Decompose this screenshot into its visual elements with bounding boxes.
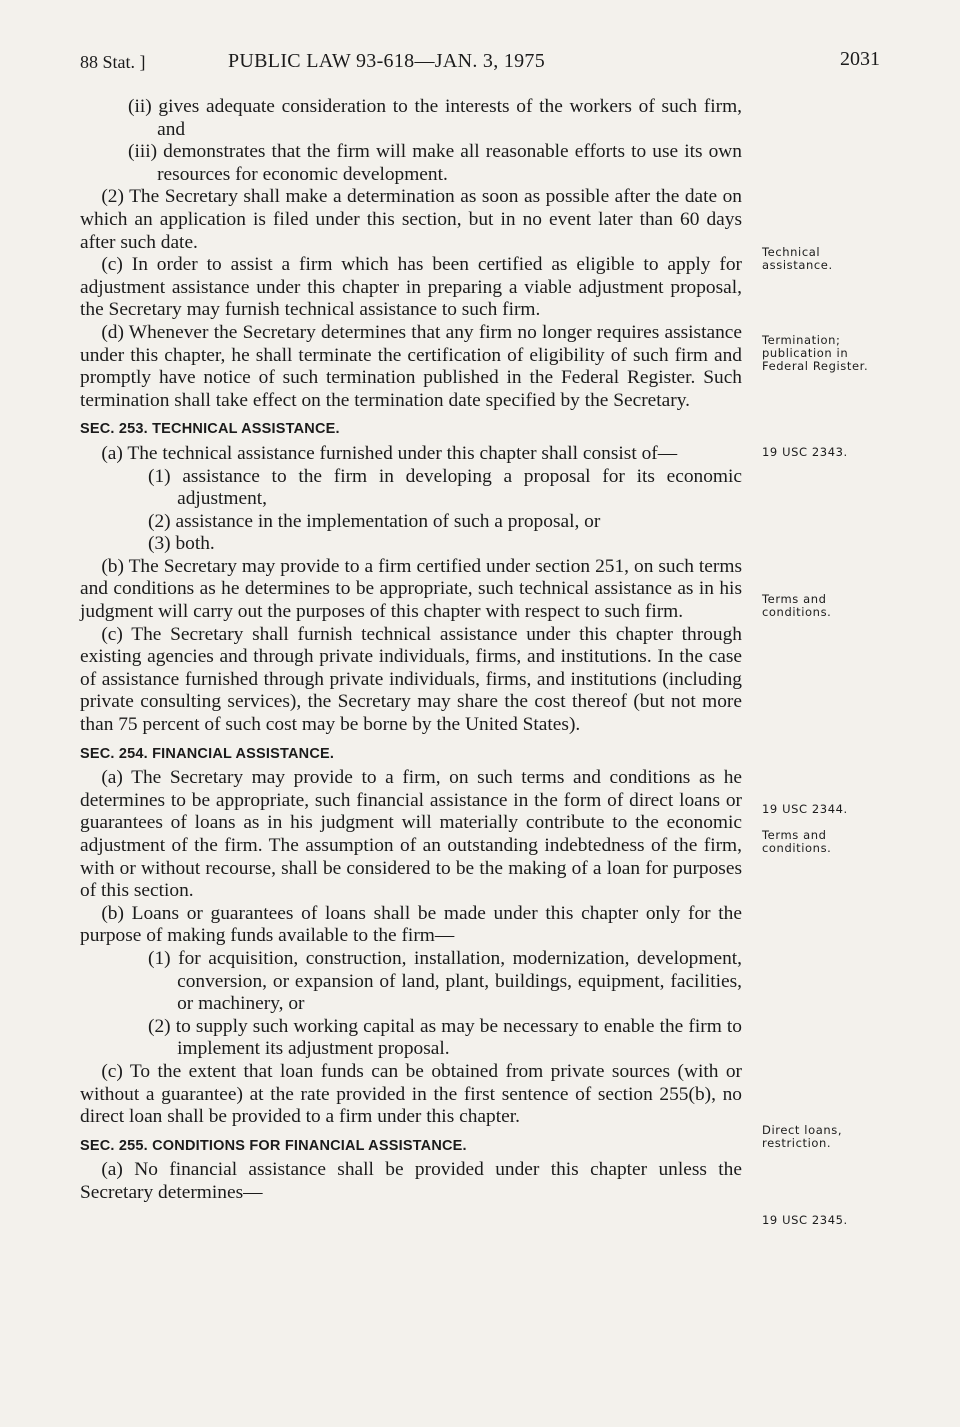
margin-note-usc-2344: 19 USC 2344. (762, 802, 848, 816)
sec253-subsection-c: (c) The Secretary shall furnish technical assistance under this chapter through existing agencies and through private individuals, firms, and institutions. In the case of assistance furnished through private individuals, firms, and institutions (including private consulting services), the Secretary may share the cost thereof (but not more than 75 percent of such cost may be borne by the United States). (80, 623, 742, 736)
sec253-subsection-b: (b) The Secretary may provide to a firm certified under section 251, on such terms and conditions as he determines to be appropriate, such technical assistance as in his judgment will carry out the purposes of this chapter with respect to such firm. (80, 555, 742, 623)
margin-note-termination: Termination; publication in Federal Register. (762, 333, 869, 373)
sec253-item-1: (1) assistance to the firm in developing a proposal for its economic adjustment, (148, 465, 742, 510)
sec254-subsection-c: (c) To the extent that loan funds can be obtained from private sources (with or without a guarantee) at the rate provided in the first sentence of section 255(b), no direct loan shall be provided to a firm under this chapter. (80, 1060, 742, 1128)
sec254-item-2: (2) to supply such working capital as may be necessary to enable the firm to implement its adjustment proposal. (148, 1015, 742, 1060)
statute-reference: 88 Stat. ] (80, 52, 146, 72)
margin-note-usc-2343: 19 USC 2343. (762, 445, 848, 459)
page-header (80, 48, 880, 78)
section-heading-253: SEC. 253. TECHNICAL ASSISTANCE. (80, 421, 340, 438)
margin-note-direct-loans: Direct loans, restriction. (762, 1123, 843, 1150)
sec254-subsection-a: (a) The Secretary may provide to a firm, on such terms and conditions as he determines to be appropriate, such financial assistance in the form of direct loans or guarantees of loans as in his judgment will materially contribute to the economic adjustment of the firm. The assumption of an outstanding indebtedness of the firm, with or without recourse, shall be considered to be the making of a loan for purposes of this section. (80, 767, 742, 902)
sec253-item-2: (2) assistance in the implementation of such a proposal, or (148, 510, 601, 532)
margin-note-usc-2345: 19 USC 2345. (762, 1213, 848, 1227)
sec253-subsection-a: (a) The technical assistance furnished under this chapter shall consist of— (101, 442, 678, 464)
paragraph-2: (2) The Secretary shall make a determination as soon as possible after the date on which an application is filed under this section, but in no event later than 60 days after such date. (80, 186, 742, 253)
subsection-c: (c) In order to assist a firm which has been certified as eligible to apply for adjustment assistance under this chapter in preparing a viable adjustment proposal, the Secretary may furnish technical assistance to such firm. (80, 254, 742, 321)
subsection-d: (d) Whenever the Secretary determines that any firm no longer requires assistance under this chapter, he shall terminate the certification of eligibility of such firm and promptly have notice of such termination published in the Federal Register. Such termination shall take effect on the termination date specified by the Secretary. (80, 321, 742, 411)
clause-ii: (ii) gives adequate consideration to the interests of the workers of such firm, and (128, 96, 742, 140)
margin-note-terms-conditions-1: Terms and conditions. (762, 592, 832, 619)
sec253-item-3: (3) both. (148, 533, 215, 555)
sec255-subsection-a: (a) No financial assistance shall be provided under this chapter unless the Secretary determines— (80, 1159, 742, 1203)
section-heading-254: SEC. 254. FINANCIAL ASSISTANCE. (80, 745, 335, 762)
section-heading-255: SEC. 255. CONDITIONS FOR FINANCIAL ASSISTANCE. (80, 1137, 467, 1154)
page-number: 2031 (840, 48, 880, 70)
sec254-item-1: (1) for acquisition, construction, installation, modernization, development, conversion, or expansion of land, plant, buildings, equipment, facilities, or machinery, or (148, 947, 742, 1015)
law-title: PUBLIC LAW 93-618—JAN. 3, 1975 (228, 50, 546, 72)
margin-note-terms-conditions-2: Terms and conditions. (762, 828, 832, 855)
body-text (80, 96, 742, 1205)
margin-note-technical-assistance: Technical assistance. (762, 245, 833, 272)
sec254-subsection-b: (b) Loans or guarantees of loans shall be made under this chapter only for the purpose of making funds available to the firm— (80, 902, 742, 947)
clause-iii: (iii) demonstrates that the firm will make all reasonable efforts to use its own resources for economic development. (128, 141, 742, 185)
